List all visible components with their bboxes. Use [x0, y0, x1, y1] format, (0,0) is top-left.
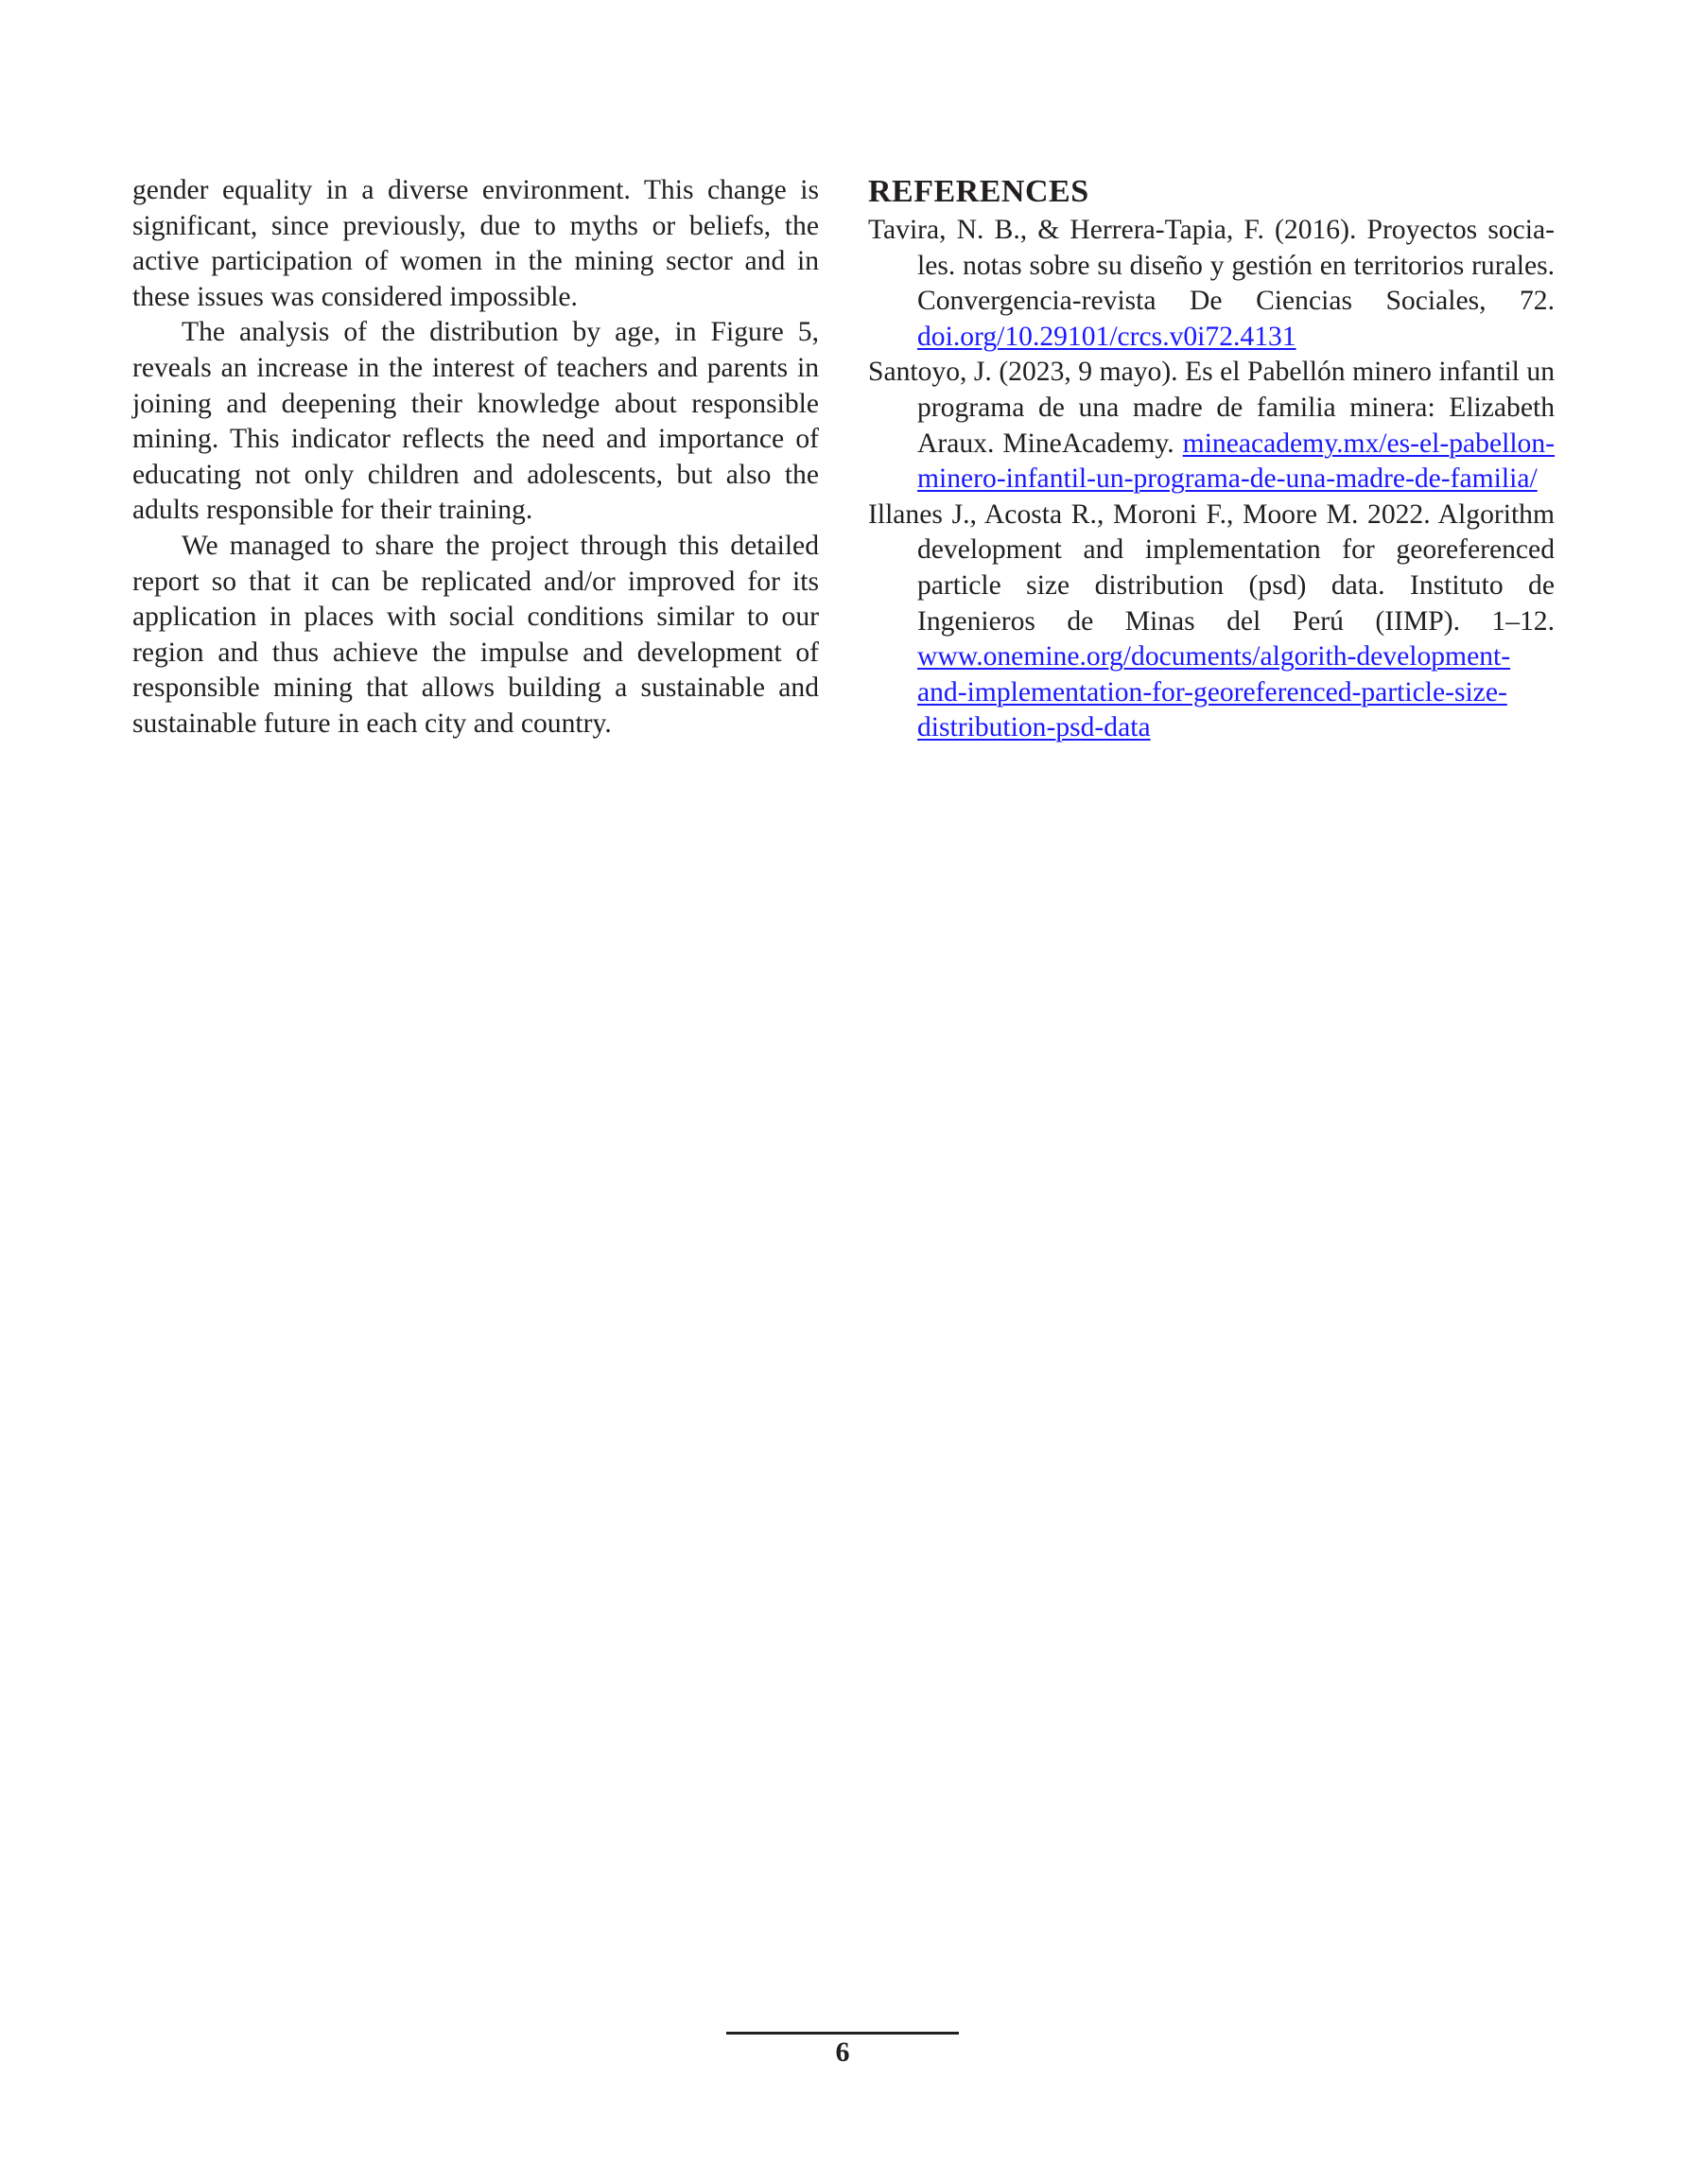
body-paragraph: gender equality in a diverse environment. This change is significant, since previously, due to myths or beliefs, the active participation of women in the mining sector and in these issues was considered impossible. [132, 175, 819, 312]
reference-link[interactable]: mineacademy.mx/es-el-pabellon-minero-infantil-un-programa-de-una-madre-de-familia/ [917, 428, 1555, 495]
page-number: 6 [835, 2036, 850, 2068]
reference-text: Illanes J., Acosta R., Moroni F., Moore M. 2022. Algorithm development and implementation for georeferenced particle size distribution (psd) data. Instituto de Ingenieros de Minas del Perú (IIMP). 1–12. [868, 498, 1555, 637]
reference-link[interactable]: www.onemine.org/documents/algorith-development-and-implementation-for-georeferenced-particle-size-distribution-psd-data [917, 641, 1511, 743]
reference-text: Tavira, N. B., & Herrera-Tapia, F. (2016). Proyectos sociales. notas sobre su diseño y gestión en territorios rurales. Convergencia-revista De Ciencias Sociales, 72. [868, 215, 1555, 317]
footer-rule [726, 2032, 959, 2035]
reference-text: Santoyo, J. (2023, 9 mayo). Es el Pabellón minero infantil un programa de una madre de familia minera: Elizabeth Araux. MineAcademy. [868, 357, 1555, 459]
reference-link[interactable]: doi.org/10.29101/crcs.v0i72.4131 [917, 321, 1296, 352]
body-paragraph: We managed to share the project through this detailed report so that it can be replicated and/or improved for its application in places with social conditions similar to our region and thus achieve the impulse and development of responsible mining that allows building a sustainable and sustainable future in each city and country. [132, 530, 819, 739]
reference-entry [868, 355, 1555, 497]
body-text-column [132, 173, 819, 743]
references-heading: REFERENCES [868, 174, 1089, 209]
references-section [868, 173, 1555, 746]
body-paragraph: The analysis of the distribution by age, in Figure 5, reveals an increase in the interest of teachers and parents in joining and deepening their knowledge about responsible mining. This indicator reflects the need and importance of educating not only children and adolescents, but also the adults responsible for their training. [132, 317, 819, 526]
reference-entry [868, 213, 1555, 355]
reference-entry [868, 498, 1555, 746]
